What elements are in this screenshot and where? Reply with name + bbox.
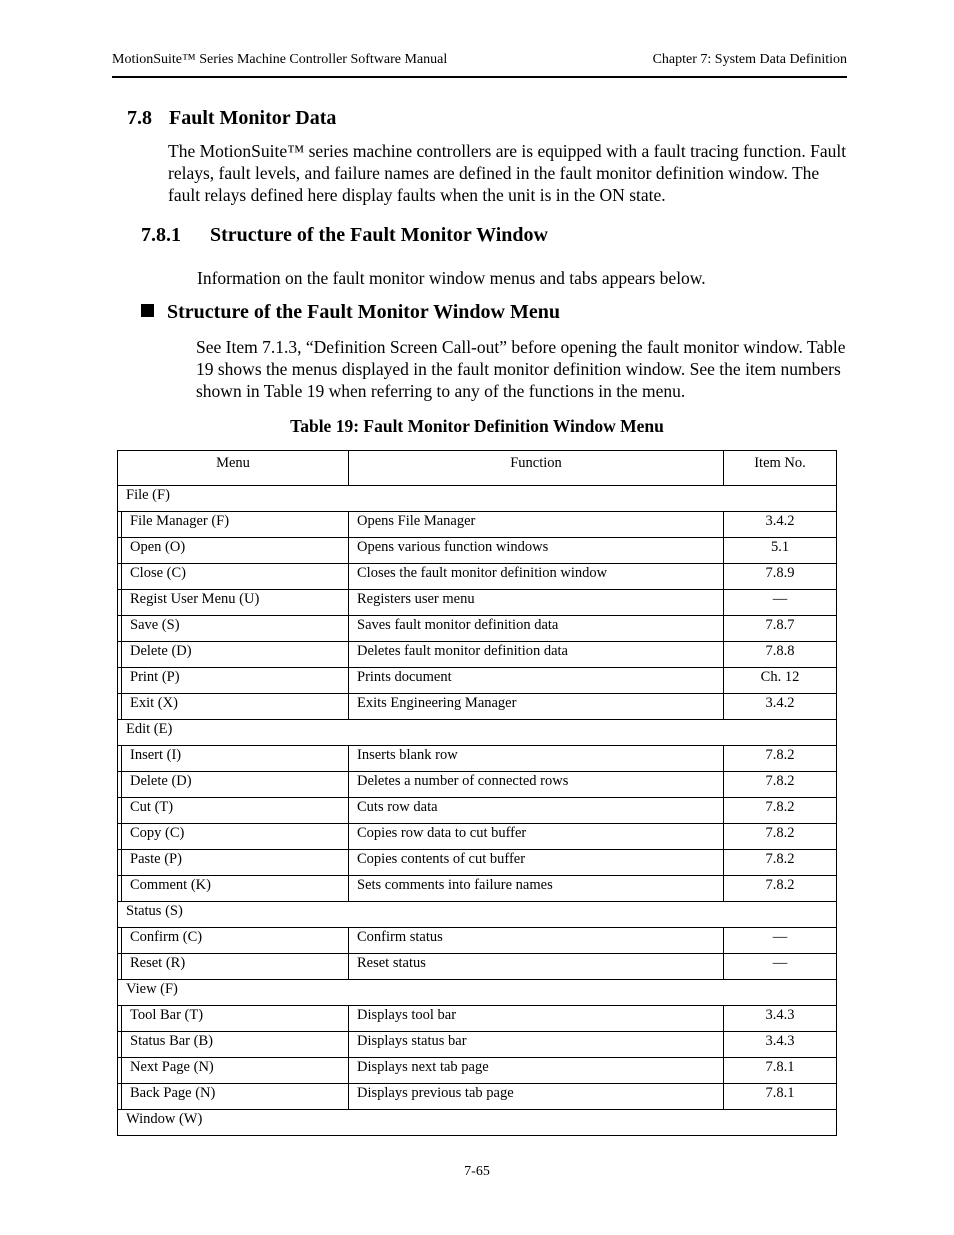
menu-group-row <box>118 980 837 1006</box>
menu-item-cell: Tool Bar (T) <box>122 1006 349 1032</box>
table-row <box>118 512 837 538</box>
header-function: Function <box>349 451 724 486</box>
topic-title: Structure of the Fault Monitor Window Menu <box>167 301 560 323</box>
table-row <box>118 850 837 876</box>
menu-item-cell: Exit (X) <box>122 694 349 720</box>
header-item-no: Item No. <box>724 451 837 486</box>
item-no-cell: 3.4.2 <box>724 694 837 720</box>
function-cell: Inserts blank row <box>349 746 724 772</box>
function-cell: Deletes a number of connected rows <box>349 772 724 798</box>
item-no-cell: — <box>724 928 837 954</box>
function-cell: Opens File Manager <box>349 512 724 538</box>
table-row <box>118 668 837 694</box>
table-row <box>118 1084 837 1110</box>
topic-heading <box>141 301 560 324</box>
menu-group-label: Edit (E) <box>118 720 837 746</box>
table-row <box>118 616 837 642</box>
item-no-cell: 7.8.2 <box>724 850 837 876</box>
item-no-cell: 7.8.1 <box>724 1084 837 1110</box>
page-header <box>112 52 847 78</box>
menu-item-cell: Delete (D) <box>122 772 349 798</box>
menu-group-label: File (F) <box>118 486 837 512</box>
table-row <box>118 1006 837 1032</box>
item-no-cell: 7.8.2 <box>724 798 837 824</box>
menu-item-cell: File Manager (F) <box>122 512 349 538</box>
menu-item-cell: Next Page (N) <box>122 1058 349 1084</box>
table-row <box>118 590 837 616</box>
menu-item-cell: Back Page (N) <box>122 1084 349 1110</box>
menu-item-cell: Regist User Menu (U) <box>122 590 349 616</box>
function-cell: Exits Engineering Manager <box>349 694 724 720</box>
item-no-cell: 7.8.2 <box>724 824 837 850</box>
item-no-cell: 3.4.3 <box>724 1006 837 1032</box>
function-cell: Closes the fault monitor definition window <box>349 564 724 590</box>
item-no-cell: 7.8.8 <box>724 642 837 668</box>
function-cell: Deletes fault monitor definition data <box>349 642 724 668</box>
menu-item-cell: Save (S) <box>122 616 349 642</box>
table-row <box>118 538 837 564</box>
table-row <box>118 954 837 980</box>
function-cell: Reset status <box>349 954 724 980</box>
function-cell: Displays next tab page <box>349 1058 724 1084</box>
menu-table-body <box>118 451 837 1136</box>
subsection-number: 7.8.1 <box>141 224 181 246</box>
header-manual-title: MotionSuite™ Series Machine Controller Software Manual <box>112 52 448 67</box>
menu-group-label: Status (S) <box>118 902 837 928</box>
table-row <box>118 1032 837 1058</box>
menu-item-cell: Confirm (C) <box>122 928 349 954</box>
table-row <box>118 746 837 772</box>
menu-item-cell: Delete (D) <box>122 642 349 668</box>
menu-item-cell: Reset (R) <box>122 954 349 980</box>
item-no-cell: 7.8.2 <box>724 876 837 902</box>
table-row <box>118 564 837 590</box>
menu-item-cell: Print (P) <box>122 668 349 694</box>
function-cell: Prints document <box>349 668 724 694</box>
table-row <box>118 928 837 954</box>
menu-group-label: Window (W) <box>118 1110 837 1136</box>
subsection-body: Information on the fault monitor window menus and tabs appears below. <box>197 268 706 288</box>
section-heading <box>127 107 336 130</box>
function-cell: Confirm status <box>349 928 724 954</box>
menu-group-row <box>118 720 837 746</box>
function-cell: Saves fault monitor definition data <box>349 616 724 642</box>
menu-item-cell: Close (C) <box>122 564 349 590</box>
subsection-heading <box>141 224 548 247</box>
item-no-cell: 5.1 <box>724 538 837 564</box>
menu-item-cell: Paste (P) <box>122 850 349 876</box>
function-cell: Copies row data to cut buffer <box>349 824 724 850</box>
header-menu: Menu <box>118 451 349 486</box>
header-chapter-title: Chapter 7: System Data Definition <box>652 52 847 67</box>
menu-group-label: View (F) <box>118 980 837 1006</box>
menu-table <box>117 450 837 1136</box>
section-title: Fault Monitor Data <box>169 107 337 129</box>
menu-item-cell: Copy (C) <box>122 824 349 850</box>
item-no-cell: 7.8.9 <box>724 564 837 590</box>
function-cell: Cuts row data <box>349 798 724 824</box>
menu-item-cell: Comment (K) <box>122 876 349 902</box>
table-row <box>118 1058 837 1084</box>
item-no-cell: Ch. 12 <box>724 668 837 694</box>
menu-item-cell: Open (O) <box>122 538 349 564</box>
table-row <box>118 772 837 798</box>
table-row <box>118 642 837 668</box>
table-caption: Table 19: Fault Monitor Definition Window Menu <box>290 416 664 436</box>
item-no-cell: — <box>724 954 837 980</box>
subsection-title: Structure of the Fault Monitor Window <box>210 224 548 246</box>
topic-body: See Item 7.1.3, “Definition Screen Call-out” before opening the fault monitor window. Table 19 shows the menus displayed in the fault monitor definition window. See the item numbers shown in Table 19 when referring to any of the functions in the menu. <box>196 337 846 401</box>
function-cell: Displays status bar <box>349 1032 724 1058</box>
table-row <box>118 876 837 902</box>
square-bullet-icon <box>141 304 154 317</box>
table-row <box>118 694 837 720</box>
item-no-cell: 7.8.7 <box>724 616 837 642</box>
menu-group-row <box>118 486 837 512</box>
table-header-row <box>118 451 837 486</box>
item-no-cell: 7.8.2 <box>724 772 837 798</box>
section-number: 7.8 <box>127 107 152 129</box>
menu-item-cell: Insert (I) <box>122 746 349 772</box>
function-cell: Registers user menu <box>349 590 724 616</box>
function-cell: Displays tool bar <box>349 1006 724 1032</box>
menu-group-row <box>118 902 837 928</box>
table-row <box>118 824 837 850</box>
function-cell: Displays previous tab page <box>349 1084 724 1110</box>
item-no-cell: — <box>724 590 837 616</box>
item-no-cell: 3.4.2 <box>724 512 837 538</box>
section-body: The MotionSuite™ series machine controllers are is equipped with a fault tracing function. Fault relays, fault levels, and failure names are defined in the fault monitor definition window. The fault relays defined here display faults when the unit is in the ON state. <box>168 141 847 205</box>
menu-item-cell: Cut (T) <box>122 798 349 824</box>
function-cell: Copies contents of cut buffer <box>349 850 724 876</box>
table-row <box>118 798 837 824</box>
menu-item-cell: Status Bar (B) <box>122 1032 349 1058</box>
item-no-cell: 7.8.1 <box>724 1058 837 1084</box>
function-cell: Sets comments into failure names <box>349 876 724 902</box>
menu-group-row <box>118 1110 837 1136</box>
item-no-cell: 3.4.3 <box>724 1032 837 1058</box>
function-cell: Opens various function windows <box>349 538 724 564</box>
page-number: 7-65 <box>464 1164 490 1179</box>
item-no-cell: 7.8.2 <box>724 746 837 772</box>
